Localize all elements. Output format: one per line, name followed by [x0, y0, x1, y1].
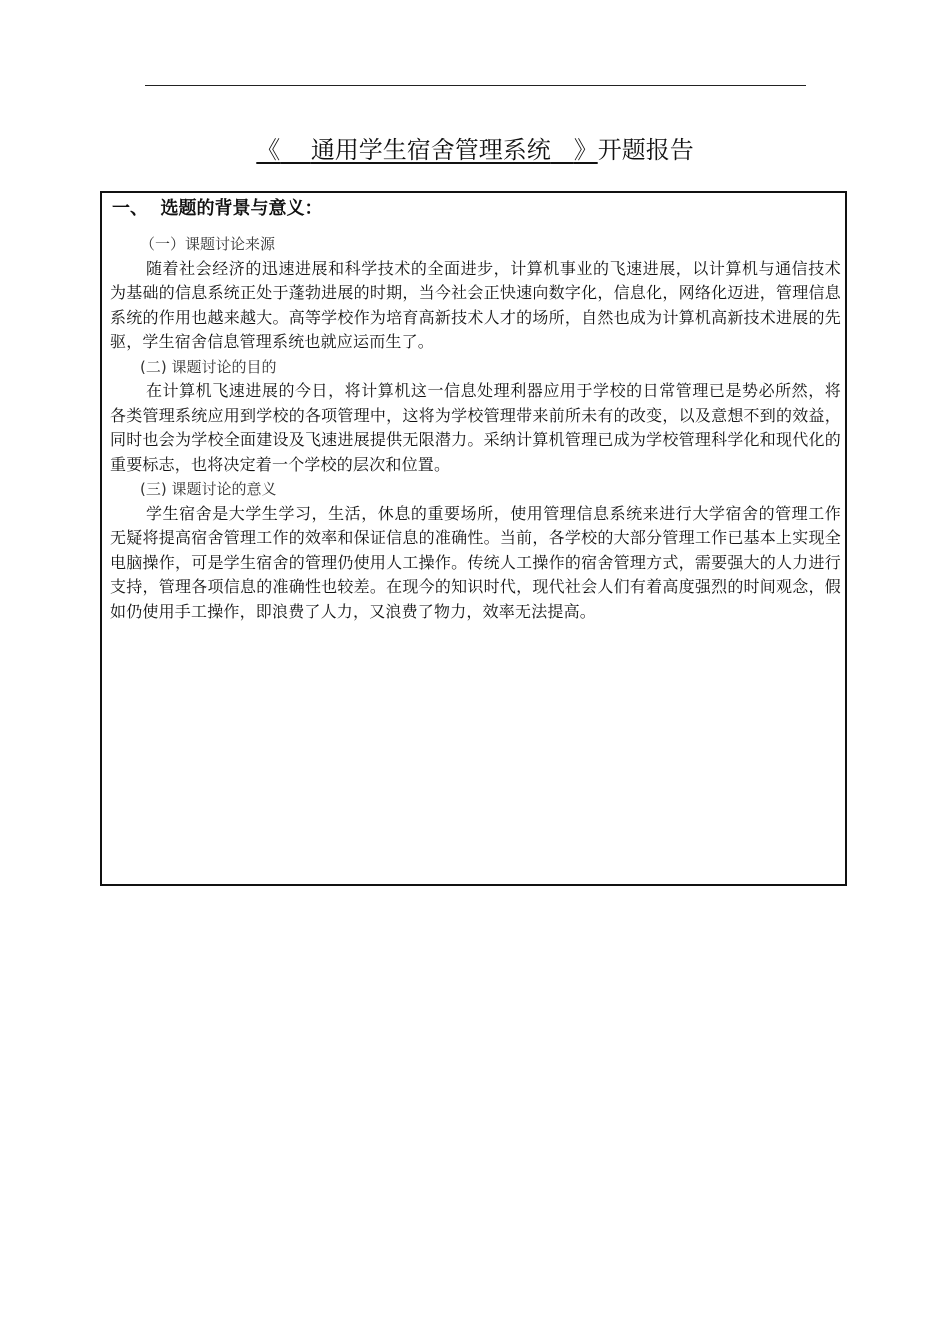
subsection-label-significance: (三) 课题讨论的意义 [140, 480, 277, 498]
paragraph-source: 随着社会经济的迅速进展和科学技术的全面进步，计算机事业的飞速进展，以计算机与通信技术为基础的信息系统正处于蓬勃进展的时期，当今社会正快速向数字化，信息化，网络化迈进，管理信息系统的作用也越来越大。高等学校作为培育高新技术人才的场所，自然也成为计算机高新技术进展的先驱，学生宿舍信息管理系统也就应运而生了。 [110, 258, 841, 351]
title-underlined-part [256, 136, 597, 164]
subsection-label-source: （一）课题讨论来源 [140, 235, 276, 253]
title-left-bracket: 《 [256, 136, 281, 164]
header-rule [145, 85, 806, 86]
paragraph-purpose: 在计算机飞速进展的今日，将计算机这一信息处理利器应用于学校的日常管理已是势必所然，将各类管理系统应用到学校的各项管理中，这将为学校管理带来前所未有的改变，以及意想不到的效益，同时也会为学校全面建设及飞速进展提供无限潜力。采纳计算机管理已成为学校管理科学化和现代化的重要标志，也将决定着一个学校的层次和位置。 [110, 381, 841, 474]
document-title [0, 134, 950, 166]
subsection-label-purpose: (二) 课题讨论的目的 [140, 357, 277, 376]
section-heading: 一、 选题的背景与意义： [112, 198, 323, 219]
title-system-name: 通用学生宿舍管理系统 [310, 136, 551, 164]
title-right-bracket: 》 [573, 136, 598, 164]
report-table-cell [100, 191, 847, 886]
paragraph-significance: 学生宿舍是大学生学习，生活，休息的重要场所，使用管理信息系统来进行大学宿舍的管理工作无疑将提高宿舍管理工作的效率和保证信息的准确性。当前，各学校的大部分管理工作已基本上实现全电脑操作，可是学生宿舍的管理仍使用人工操作。传统人工操作的宿舍管理方式，需要强大的人力进行支持，管理各项信息的准确性也较差。在现今的知识时代，现代社会人们有着高度强烈的时间观念，假如仍使用手工操作，即浪费了人力，又浪费了物力，效率无法提高。 [110, 503, 841, 621]
title-suffix: 开题报告 [597, 136, 694, 164]
section-content [110, 232, 841, 624]
